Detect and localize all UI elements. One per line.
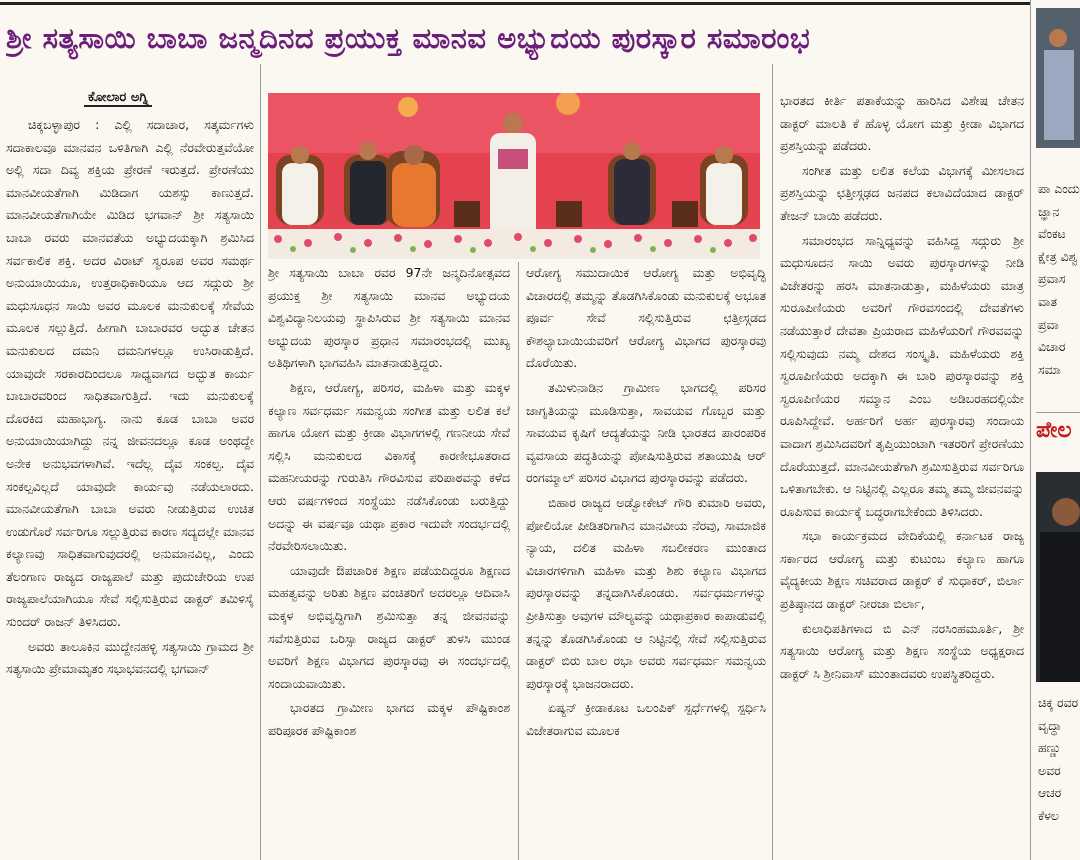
side-photo-portrait [1036,472,1080,682]
side-photo-top-figure [1036,8,1080,148]
side-photo-top [1036,8,1080,148]
side-photo-portrait-figure [1036,472,1080,682]
paragraph: ಏಷ್ಯನ್ ಕ್ರೀಡಾಕೂಟ ಒಲಂಪಿಕ್ ಸ್ಪರ್ಧೆಗಳಲ್ಲಿ ಸ್ಪರ್ಧಿಸಿ ವಿಜೇತರಾಗುವ ಮೂಲಕ [526,700,766,738]
side-article-text-b: ಚಿಕ್ಕ ರವರ ವೃದ್ಧಾ ಹಣ್ಣು ಅವರ ಆಚರ ಕೆಳಲ [1038,695,1079,823]
paragraph: ಚಿಕ್ಕಬಳ್ಳಾಪುರ : ಎಲ್ಲಿ ಸದಾಚಾರ, ಸತ್ಕರ್ಮಗಳು ಸದಾಕಾಲವೂ ಮಾನವನ ಒಳಿತಿಗಾಗಿ ಎಲ್ಲಿ ನೆರವೇರುತ್ತವೆಯೋ ಅಲ್ಲಿ ಸದಾ ದಿವ್ಯ ಶಕ್ತಿಯ ಪ್ರೇರಣೆ ಇರುತ್ತದೆ. ಪ್ರೇರಣೆಯು ಮಾನವೀಯತೆಗಾಗಿ ಮಿಡಿದಾಗ ಯಶಸ್ಸು ಕಾಣುತ್ತದೆ. ಮಾನವೀಯತೆಗಾಗಿಯೇ ಮಿಡಿದ ಭಗವಾನ್ ಶ್ರೀ ಸತ್ಯಸಾಯಿ ಬಾಬಾ ರವರು ಮಾನವತೆಯ ಅಭ್ಯುದಯಕ್ಕಾಗಿ ಶ್ರಮಿಸಿದ ಸರ್ವಕಾಲಿಕ ಶಕ್ತಿ. ಅದರ ವಿರಾಟ್ ಸ್ವರೂಪ ಅವರ ಸಮರ್ಥ ಅನುಯಾಯಿಯೂ, ಉತ್ತರಾಧಿಕಾರಿಯೂ ಆದ ಸದ್ಗುರು ಶ್ರೀ ಮಧುಸೂಧನ ಸಾಯಿ ಅವರ ಮೂಲಕ ಮನುಕುಲಕ್ಕೆ ಸೇವೆಯ ಮೂಲಕ ಸಲ್ಲುತ್ತಿದೆ. ಹೀಗಾಗಿ ಬಾಬಾರವರ ಅದ್ಭುತ ಚೇತನ ಮನುಕುಲದ ದಮನಿ ದಮನಿಗಳಲ್ಲೂ ಉಸಿರಾಡುತ್ತಿದೆ. ಯಾವುದೇ ಸರಕಾರದಿಂದಲೂ ಸಾಧ್ಯವಾಗದ ಅದ್ಭುತ ಕಾರ್ಯ ಬಾಬಾರವರಿಂದ ಸಾಧಿತವಾಗುತ್ತಿದೆ. ಇದು ಮನುಕುಲಕ್ಕೆ ದೊರಕಿದ ಮಹಾಭಾಗ್ಯ. ನಾನು ಕೂಡ ಬಾಬಾ ಅವರ ಅನುಯಾಯಿಯಾಗಿದ್ದು ನನ್ನ ಜೀವನದಲ್ಲೂ ಕೂಡ ಅಂಥದ್ದೇ ಅನೇಕ ಅನುಭವಗಳಾಗಿವೆ. ಇದೆಲ್ಲ ದೈವ ಸಂಕಲ್ಪ. ದೈವ ಸಂಕಲ್ಪವಿಲ್ಲದೆ ಯಾವುದೇ ಕಾರ್ಯವು ನಡೆಯಲಾರದು. ಮಾನವೀಯತೆಗಾಗಿ ಬಾಬಾ ಅವರು ನೀಡುತ್ತಿರುವ ಉಚಿತ ಉಡುಗೊರೆ ಸರ್ವರಿಗೂ ಸಲ್ಲುತ್ತಿರುವ ಕಾರಣ ಸದ್ಯದಲ್ಲೇ ಮಾನವ ಕಲ್ಯಾಣವು ಸಾಧಿತವಾಗುವುದರಲ್ಲಿ ಅನುಮಾನವಿಲ್ಲ, ಎಂದು ತೆಲಂಗಾಣ ರಾಜ್ಯದ ರಾಜ್ಯಪಾಲೆ ಮತ್ತು ಪುದುಚೇರಿಯ ಉಪ ರಾಜ್ಯಪಾಲೆಯಾಗಿಯೂ ಸೇವೆ ಸಲ್ಲಿಸುತ್ತಿರುವ ಡಾಕ್ಟರ್ ತಮಿಳಿಸೈ ಸುಂದರ್ ರಾಜನ್ ತಿಳಿಸಿದರು. [6,117,254,630]
paragraph: ಬಿಹಾರ ರಾಜ್ಯದ ಅಡ್ವೋಕೇಟ್ ಗೌರಿ ಕುಮಾರಿ ಅವರು, ಪೋಲಿಯೋ ಪೀಡಿತರಿಗಾಗಿನ ಮಾನವೀಯ ನೆರವು, ಸಾಮಾಜಿಕ ನ್ಯಾಯ, ದಲಿತ ಮಹಿಳಾ ಸಬಲೀಕರಣ ಮುಂತಾದ ವಿಚಾರಗಳಿಗಾಗಿ ಮಹಿಳಾ ಮತ್ತು ಶಿಶು ಕಲ್ಯಾಣ ವಿಭಾಗದ ಪುರಸ್ಕಾರವನ್ನು ತನ್ನದಾಗಿಸಿಕೊಂಡರು. ಸರ್ವಧರ್ಮಗಳನ್ನು ಪ್ರೀತಿಸುತ್ತಾ ಅವುಗಳ ಮೌಲ್ಯವನ್ನು ಯಥಾಪ್ರಕಾರ ಕಾಪಾಡುವಲ್ಲಿ ತನ್ನನ್ನು ತೊಡಗಿಸಿಕೊಂಡು ಆ ನಿಟ್ಟಿನಲ್ಲಿ ಸೇವೆ ಸಲ್ಲಿಸುತ್ತಿರುವ ಡಾಕ್ಟರ್ ಬಿರು ಬಾಲ ರಭಾ ಅವರು ಸರ್ವಧರ್ಮ ಸಮನ್ವಯ ಪುರಸ್ಕಾರಕ್ಕೆ ಭಾಜನರಾದರು. [526,494,766,691]
paragraph: ಯಾವುದೇ ಔಪಚಾರಿಕ ಶಿಕ್ಷಣ ಪಡೆಯದಿದ್ದರೂ ಶಿಕ್ಷಣದ ಮಹತ್ವವನ್ನು ಅರಿತು ಶಿಕ್ಷಣ ವಂಚಿತರಿಗೆ ಅದರಲ್ಲೂ ಆದಿವಾಸಿ ಮಕ್ಕಳ ಅಭಿವೃದ್ಧಿಗಾಗಿ ಶ್ರಮಿಸುತ್ತಾ ತನ್ನ ಜೀವನವನ್ನು ಸವೆಸುತ್ತಿರುವ ಒರಿಸ್ಸಾ ರಾಜ್ಯದ ಡಾಕ್ಟರ್ ತುಳಸಿ ಮುಂಡ ಅವರಿಗೆ ಶಿಕ್ಷಣ ವಿಭಾಗದ ಪುರಸ್ಕಾರವು ಈ ಸಂದರ್ಭದಲ್ಲಿ ಸಂದಾಯವಾಯಿತು. [268,562,510,691]
paragraph: ಕುಲಾಧಿಪತಿಗಳಾದ ಬಿ ಎನ್ ನರಸಿಂಹಮೂರ್ತಿ, ಶ್ರೀ ಸತ್ಯಸಾಯಿ ಆರೋಗ್ಯ ಮತ್ತು ಶಿಕ್ಷಣ ಸಂಸ್ಥೆಯ ಅಧ್ಯಕ್ಷರಾದ ಡಾಕ್ಟರ್ ಸಿ ಶ್ರೀನಿವಾಸ್ ಮುಂತಾದವರು ಉಪಸ್ಥಿತರಿದ್ದರು. [780,620,1024,681]
headline: ಶ್ರೀ ಸತ್ಯಸಾಯಿ ಬಾಬಾ ಜನ್ಮದಿನದ ಪ್ರಯುಕ್ತ ಮಾನವ ಅಭ್ಯುದಯ ಪುರಸ್ಕಾರ ಸಮಾರಂಭ [6,21,811,55]
paragraph: ತಮಿಳುನಾಡಿನ ಗ್ರಾಮೀಣ ಭಾಗದಲ್ಲಿ ಪರಿಸರ ಜಾಗೃತಿಯನ್ನು ಮೂಡಿಸುತ್ತಾ, ಸಾವಯವ ಗೊಬ್ಬರ ಮತ್ತು ಸಾವಯವ ಕೃಷಿಗೆ ಆದ್ಯತೆಯನ್ನು ನೀಡಿ ಭಾರತದ ಪಾರಂಪರಿಕ ವ್ಯವಸಾಯ ಪದ್ಧತಿಯನ್ನು ಪೋಷಿಸುತ್ತಿರುವ ಶತಾಯುಷಿ ಆರ್ ರಂಗಮ್ಮಾಲ್ ಪರಿಸರ ವಿಭಾಗದ ಪುರಸ್ಕಾರವನ್ನು ಪಡೆದರು. [526,379,766,486]
paragraph: ಶ್ರೀ ಸತ್ಯಸಾಯಿ ಬಾಬಾ ರವರ 97ನೇ ಜನ್ಮದಿನೋತ್ಸವದ ಪ್ರಯುಕ್ತ ಶ್ರೀ ಸತ್ಯಸಾಯಿ ಮಾನವ ಅಭ್ಯುದಯ ವಿಶ್ವವಿದ್ಯಾನಿಲಯವು ಸ್ಥಾಪಿಸಿರುವ ಶ್ರೀ ಸತ್ಯಸಾಯಿ ಮಾನವ ಅಭ್ಯುದಯ ಪುರಸ್ಕಾರ ಪ್ರಧಾನ ಸಮಾರಂಭದಲ್ಲಿ ಮುಖ್ಯ ಅತಿಥಿಗಳಾಗಿ ಭಾಗವಹಿಸಿ ಮಾತನಾಡುತ್ತಿದ್ದರು. [268,265,510,371]
article-column-1 [6,114,254,860]
article-column-3 [526,262,766,860]
event-photo [268,93,760,259]
paragraph: ಸಮಾರಂಭದ ಸಾನ್ನಿಧ್ಯವನ್ನು ವಹಿಸಿದ್ದ ಸದ್ಗುರು ಶ್ರೀ ಮಧುಸೂದನ ಸಾಯಿ ಅವರು ಪುರಸ್ಕಾರಗಳನ್ನು ನೀಡಿ ವಿಜೇತರನ್ನು ಹರಸಿ ಮಾತನಾಡುತ್ತಾ, ಮಹಿಳೆಯರು ಮಾತ್ರ ಸುರೂಪಿಣಿಯರು ಅವರಿಗೆ ಗೌರವಸಂದಲ್ಲಿ ದೇವತೆಗಳು ನಡೆಯುತ್ತಾರೆ ದೇವತಾ ಪ್ರಿಯರಾದ ಮಹಿಳೆಯರಿಗೆ ಗೌರವವನ್ನು ಸಲ್ಲಿಸುವುದು ನಮ್ಮ ದೇಶದ ಸಂಸ್ಕೃತಿ. ಮಹಿಳೆಯರು ಶಕ್ತಿ ಸ್ವರೂಪಿಣಿಯರು ಅದಕ್ಕಾಗಿ ಈ ಬಾರಿ ಪುರಸ್ಕಾರವನ್ನು ಶಕ್ತಿ ಸ್ವರೂಪಿಣಿಯರ ಸಮ್ಮಾನ ಎಂಬ ಅಡಿಬರಹದಲ್ಲಿಯೇ ರೂಪಿಸಿದ್ದೇವೆ. ಅರ್ಹರಿಗೆ ಅರ್ಹ ಪುರಸ್ಕಾರವು ಸಂದಾಯ ವಾದಾಗ ಶ್ರಮಿಸಿದವರಿಗೆ ತೃಪ್ತಿಯುಂಟಾಗಿ ಇತರರಿಗೆ ಪ್ರೇರಣೆಯು ದೊರೆಯುತ್ತದೆ. ಮಾನವೀಯತೆಗಾಗಿ ಶ್ರಮಿಸುತ್ತಿರುವ ಸರ್ವರಿಗೂ ಒಳಿತಾಗಬೇಕು. ಆ ನಿಟ್ಟಿನಲ್ಲಿ ಎಲ್ಲರೂ ತಮ್ಮ ತಮ್ಮ ಜೀವನವನ್ನು ರೂಪಿಸುವ ಕಾರ್ಯಕ್ಕೆ ಬದ್ಧರಾಗಬೇಕೆಂದು ತಿಳಿಸಿದರು. [780,232,1024,519]
page-divider [1030,0,1031,860]
article-column-2 [268,262,510,860]
article-column-4 [780,90,1024,860]
paragraph: ಆರೋಗ್ಯ ಸಮುದಾಯಿಕ ಆರೋಗ್ಯ ಮತ್ತು ಅಭಿವೃದ್ಧಿ ವಿಚಾರದಲ್ಲಿ ತಮ್ಮನ್ನು ತೊಡಗಿಸಿಕೊಂಡು ಮನುಕುಲಕ್ಕೆ ಅಭೂತ ಪೂರ್ವ ಸೇವೆ ಸಲ್ಲಿಸುತ್ತಿರುವ ಛತ್ತೀಸ್ಗಡದ ಕೌಶಲ್ಯಾಬಾಯಿಯವರಿಗೆ ಆರೋಗ್ಯ ವಿಭಾಗದ ಪುರಸ್ಕಾರವು ದೊರೆಯಿತು. [526,265,766,371]
side-rule [1036,412,1080,413]
side-article-heading: ಪೇಲ [1036,418,1072,443]
paragraph: ಅವರು ತಾಲೂಕಿನ ಮುದ್ದೇನಹಳ್ಳಿ ಸತ್ಯಸಾಯಿ ಗ್ರಾಮದ ಶ್ರೀ ಸತ್ಯಸಾಯಿ ಪ್ರೇಮಾಮೃತಂ ಸಭಾಭವನದಲ್ಲಿ ಭಗವಾನ್ [6,638,254,677]
column-divider [772,64,773,860]
stage-illustration [268,93,760,259]
top-rule [0,2,1030,5]
column-divider [260,64,261,860]
paragraph: ಶಿಕ್ಷಣ, ಆರೋಗ್ಯ, ಪರಿಸರ, ಮಹಿಳಾ ಮತ್ತು ಮಕ್ಕಳ ಕಲ್ಯಾಣ ಸರ್ವಧರ್ಮ ಸಮನ್ವಯ ಸಂಗೀತ ಮತ್ತು ಲಲಿತ ಕಲೆ ಹಾಗೂ ಯೋಗ ಮತ್ತು ಕ್ರೀಡಾ ವಿಭಾಗಗಳಲ್ಲಿ ಗಣನೀಯ ಸೇವೆ ಸಲ್ಲಿಸಿ ಮನುಕುಲದ ವಿಕಾಸಕ್ಕೆ ಕಾರಣೀಭೂತರಾದ ಮಹನೀಯರನ್ನು ಗುರುತಿಸಿ ಗೌರವಿಸುವ ಪರಿಪಾಠವನ್ನು ಕಳೆದ ಆರು ವರ್ಷಗಳಿಂದ ಸಂಸ್ಥೆಯು ನಡೆಸಿಕೊಂಡು ಬರುತ್ತಿದ್ದು ಅದನ್ನು ಈ ವರ್ಷವೂ ಯಥಾ ಪ್ರಕಾರ ಇದುವೇ ಸಂದರ್ಭದಲ್ಲಿ ನೆರವೇರಿಸಲಾಯಿತು. [268,379,510,554]
paragraph: ಭಾರತದ ಕೀರ್ತಿ ಪತಾಕೆಯನ್ನು ಹಾರಿಸಿದ ವಿಶೇಷ ಚೇತನ ಡಾಕ್ಟರ್ ಮಾಲತಿ ಕೆ ಹೊಳ್ಳ ಯೋಗ ಮತ್ತು ಕ್ರೀಡಾ ವಿಭಾಗದ ಪ್ರಶಸ್ತಿಯನ್ನು ಪಡೆದರು. [780,93,1024,154]
side-article-text-a: ಪಾ ಎಂದು ಜ್ಞಾನ ವೆಂಕಟ ಕ್ಷೇತ್ರ ವಿಶ್ವ ಪ್ರವಾಸ ವಾತ ಪ್ರವಾ ವಿಚಾರ ಸಮಾ [1038,181,1080,377]
paragraph: ಸಂಗೀತ ಮತ್ತು ಲಲಿತ ಕಲೆಯ ವಿಭಾಗಕ್ಕೆ ಮೀಸಲಾದ ಪ್ರಶಸ್ತಿಯನ್ನು ಛತ್ತೀಸ್ಗಢದ ಜನಪದ ಕಲಾವಿದೆಯಾದ ಡಾಕ್ಟರ್ ತೇಜನ್ ಬಾಯಿ ಪಡೆದರು. [780,162,1024,223]
paragraph: ಸಭಾ ಕಾರ್ಯಕ್ರಮದ ವೇದಿಕೆಯಲ್ಲಿ ಕರ್ನಾಟಕ ರಾಜ್ಯ ಸರ್ಕಾರದ ಆರೋಗ್ಯ ಮತ್ತು ಕುಟುಂಬ ಕಲ್ಯಾಣ ಹಾಗೂ ವೈದ್ಯಕೀಯ ಶಿಕ್ಷಣ ಸಚಿವರಾದ ಡಾಕ್ಟರ್ ಕೆ ಸುಧಾಕರ್, ಬಿರ್ಲಾ ಪ್ರತಿಷ್ಠಾನದ ಡಾಕ್ಟರ್ ನೀರಜಾ ಬಿರ್ಲಾ, [780,528,1024,612]
column-divider [518,262,519,860]
paragraph: ಭಾರತದ ಗ್ರಾಮೀಣ ಭಾಗದ ಮಕ್ಕಳ ಪೌಷ್ಟಿಕಾಂಶ ಪರಿಪೂರಕ ಪೌಷ್ಟಿಕಾಂಶ [268,700,510,738]
byline: ಕೋಲಾರ ಅಗ್ನಿ [84,90,152,107]
